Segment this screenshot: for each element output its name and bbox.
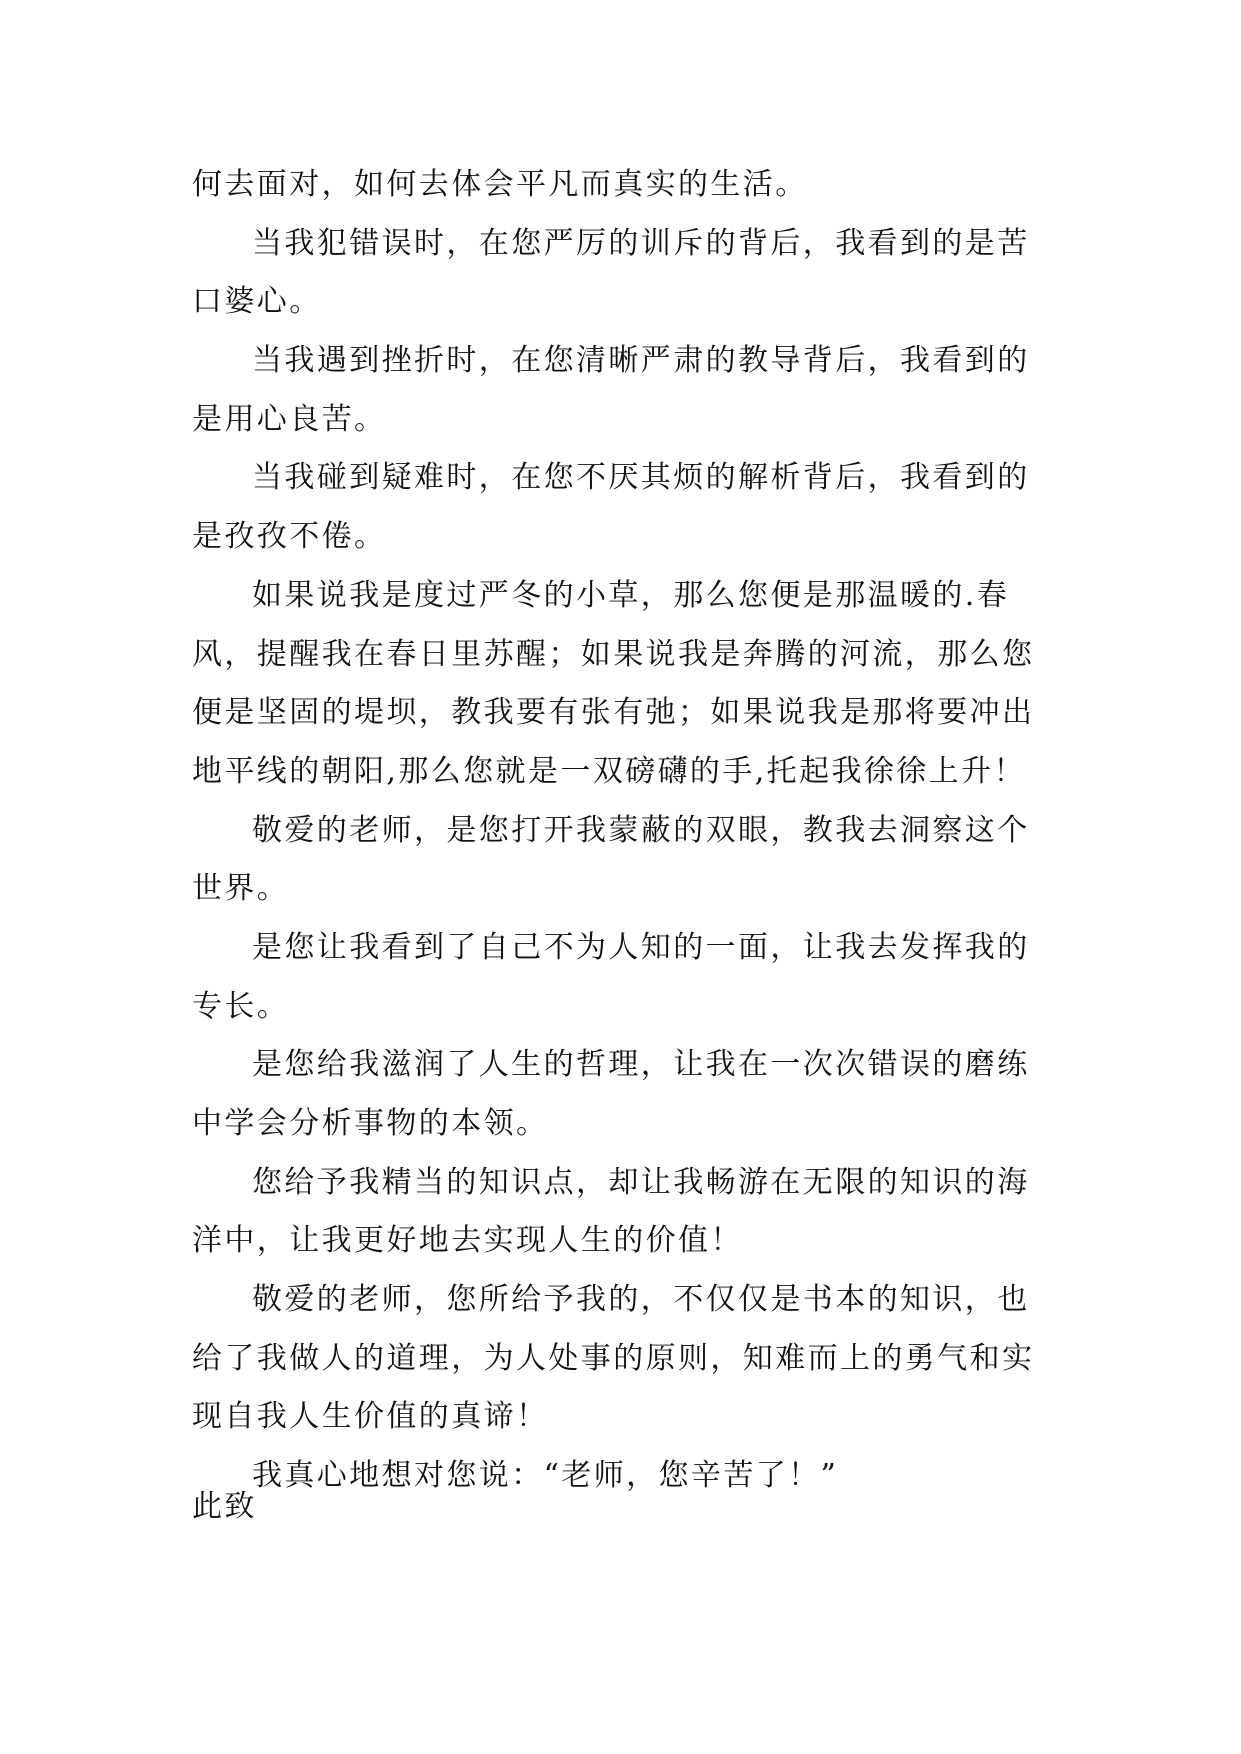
paragraph-line: 现自我人生价值的真谛！ xyxy=(192,1399,549,1435)
paragraph-line: 是用心良苦。 xyxy=(192,401,387,437)
paragraph-line: 何去面对，如何去体会平凡而真实的生活。 xyxy=(192,167,808,202)
paragraph-line: 洋中，让我更好地去实现人生的价值！ xyxy=(192,1223,743,1259)
paragraph-line: 中学会分析事物的本领。 xyxy=(192,1106,549,1141)
paragraph-first-line: 如果说我是度过严冬的小草，那么您便是那温暖的.春 xyxy=(252,577,1010,613)
paragraph-first-line: 敬爱的老师，是您打开我蒙蔽的双眼，教我去洞察这个 xyxy=(252,812,1030,848)
paragraph-first-line: 是您给我滋润了人生的哲理，让我在一次次错误的磨练 xyxy=(252,1047,1030,1083)
paragraph-first-line: 当我遇到挫折时，在您清晰严肃的教导背后，我看到的 xyxy=(252,343,1030,379)
paragraph-first-line: 敬爱的老师，您所给予我的，不仅仅是书本的知识，也 xyxy=(252,1282,1030,1318)
paragraph-line: 是孜孜不倦。 xyxy=(192,519,387,555)
closing-salutation: 此致 xyxy=(192,1489,257,1524)
paragraph-first-line: 我真心地想对您说：“老师，您辛苦了！” xyxy=(252,1458,839,1494)
letter-body xyxy=(192,156,1072,1506)
paragraph-line: 专长。 xyxy=(192,988,290,1024)
paragraph-line: 地平线的朝阳,那么您就是一双磅礴的手,托起我徐徐上升！ xyxy=(192,753,1026,789)
paragraph-first-line: 是您让我看到了自己不为人知的一面，让我去发挥我的 xyxy=(252,929,1030,965)
paragraph-line: 世界。 xyxy=(192,871,290,907)
paragraph-line: 风，提醒我在春日里苏醒；如果说我是奔腾的河流，那么您 xyxy=(192,636,1035,672)
paragraph-first-line: 当我碰到疑难时，在您不厌其烦的解析背后，我看到的 xyxy=(252,460,1030,496)
paragraph-line: 给了我做人的道理，为人处事的原则，知难而上的勇气和实 xyxy=(192,1340,1035,1376)
paragraph-first-line: 您给予我精当的知识点，却让我畅游在无限的知识的海 xyxy=(252,1164,1030,1200)
paragraph-first-line: 当我犯错误时，在您严厉的训斥的背后，我看到的是苦 xyxy=(252,225,1030,261)
paragraph-line: 便是坚固的堤坝，教我要有张有弛；如果说我是那将要冲出 xyxy=(192,695,1035,731)
paragraph-line: 口婆心。 xyxy=(192,284,322,320)
